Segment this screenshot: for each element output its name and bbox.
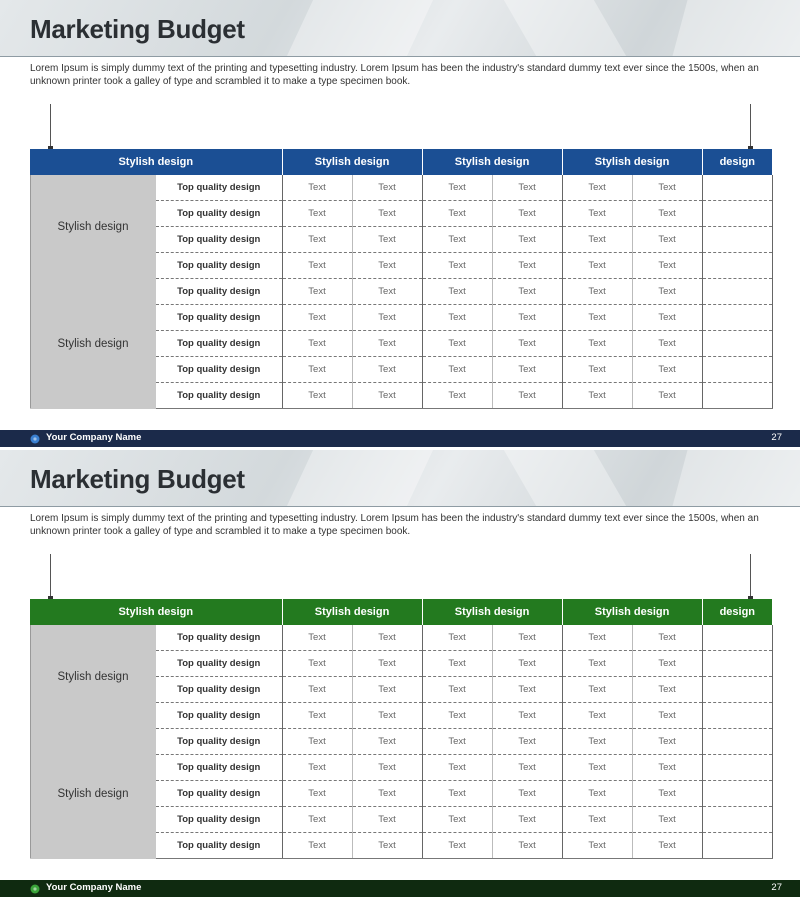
- table-header-cell: Stylish design: [562, 599, 702, 625]
- table-cell: Text: [352, 279, 422, 305]
- table-cell-empty: [702, 331, 772, 357]
- header-divider: [0, 506, 800, 507]
- table-cell-empty: [702, 625, 772, 651]
- table-cell-empty: [702, 383, 772, 409]
- table-cell: Text: [282, 279, 352, 305]
- table-cell: Text: [492, 279, 562, 305]
- table-cell: Text: [492, 755, 562, 781]
- table-header-cell: Stylish design: [30, 599, 282, 625]
- table-cell: Text: [422, 807, 492, 833]
- table-cell-empty: [702, 227, 772, 253]
- table-cell: Text: [352, 253, 422, 279]
- group-label: Stylish design: [30, 279, 156, 409]
- table-cell: Text: [422, 305, 492, 331]
- table-cell: Text: [282, 807, 352, 833]
- table-cell: Text: [562, 781, 632, 807]
- footer-bar: [0, 880, 800, 897]
- table-cell: Text: [562, 383, 632, 409]
- table-cell: Text: [632, 651, 702, 677]
- row-label: Top quality design: [156, 357, 282, 383]
- row-label: Top quality design: [156, 703, 282, 729]
- table-cell: Text: [562, 331, 632, 357]
- table-cell: Text: [352, 201, 422, 227]
- table-cell: Text: [352, 755, 422, 781]
- table-cell: Text: [562, 253, 632, 279]
- table-cell: Text: [562, 279, 632, 305]
- table-cell: Text: [422, 331, 492, 357]
- description-text: Lorem Ipsum is simply dummy text of the printing and typesetting industry. Lorem Ipsum has been the industry's standard dummy text ever since the 1500s, when an unknown printer took a galley of type and scrambled it to make a type specimen book.: [30, 513, 759, 537]
- table-cell: Text: [422, 755, 492, 781]
- table-header-cell: Stylish design: [282, 149, 422, 175]
- table-cell: Text: [422, 201, 492, 227]
- table-cell: Text: [282, 305, 352, 331]
- table-cell: Text: [282, 201, 352, 227]
- group-label: Stylish design: [30, 175, 156, 279]
- header-divider: [0, 56, 800, 57]
- table-cell: Text: [562, 755, 632, 781]
- row-label: Top quality design: [156, 729, 282, 755]
- table-cell: Text: [422, 703, 492, 729]
- table-cell: Text: [562, 677, 632, 703]
- table-cell: Text: [282, 651, 352, 677]
- table-cell: Text: [562, 833, 632, 859]
- table-cell: Text: [562, 175, 632, 201]
- company-logo-icon: [30, 884, 40, 894]
- table-cell: Text: [492, 651, 562, 677]
- table-cell: Text: [352, 807, 422, 833]
- table-cell: Text: [352, 729, 422, 755]
- table-header-cell: Stylish design: [422, 149, 562, 175]
- table-cell: Text: [492, 703, 562, 729]
- table-header-cell: design: [702, 599, 772, 625]
- table-cell: Text: [632, 357, 702, 383]
- table-cell: Text: [632, 781, 702, 807]
- table-cell: Text: [492, 253, 562, 279]
- table-cell: Text: [492, 305, 562, 331]
- table-header-cell: Stylish design: [30, 149, 282, 175]
- table-cell-empty: [702, 703, 772, 729]
- company-name: Your Company Name: [46, 882, 142, 893]
- table-cell: Text: [492, 807, 562, 833]
- pin-left-decoration: [50, 554, 51, 598]
- page-title: Marketing Budget: [30, 14, 245, 44]
- table-cell: Text: [422, 729, 492, 755]
- table-row: [30, 175, 772, 201]
- table-header-cell: Stylish design: [282, 599, 422, 625]
- table-cell: Text: [632, 755, 702, 781]
- table-cell-empty: [702, 279, 772, 305]
- table-cell: Text: [492, 781, 562, 807]
- table-cell-empty: [702, 781, 772, 807]
- table-cell: Text: [632, 677, 702, 703]
- description-text: Lorem Ipsum is simply dummy text of the printing and typesetting industry. Lorem Ipsum has been the industry's standard dummy text ever since the 1500s, when an unknown printer took a galley of type and scrambled it to make a type specimen book.: [30, 63, 759, 87]
- table-cell: Text: [282, 703, 352, 729]
- table-cell: Text: [632, 833, 702, 859]
- row-label: Top quality design: [156, 651, 282, 677]
- row-label: Top quality design: [156, 201, 282, 227]
- table-cell: Text: [282, 357, 352, 383]
- table-header-cell: Stylish design: [562, 149, 702, 175]
- table-cell: Text: [282, 227, 352, 253]
- table-cell-empty: [702, 755, 772, 781]
- table-header-row: [30, 599, 772, 625]
- table-cell: Text: [632, 175, 702, 201]
- table-cell: Text: [352, 833, 422, 859]
- table-cell: Text: [352, 383, 422, 409]
- table-cell-empty: [702, 305, 772, 331]
- table-cell-empty: [702, 175, 772, 201]
- row-label: Top quality design: [156, 833, 282, 859]
- table-cell-empty: [702, 357, 772, 383]
- budget-table: [30, 599, 773, 859]
- row-label: Top quality design: [156, 625, 282, 651]
- table-cell: Text: [562, 703, 632, 729]
- table-cell: Text: [282, 833, 352, 859]
- table-cell: Text: [422, 781, 492, 807]
- table-header-row: [30, 149, 772, 175]
- table-cell: Text: [422, 625, 492, 651]
- table-cell-empty: [702, 201, 772, 227]
- row-label: Top quality design: [156, 253, 282, 279]
- table-cell: Text: [352, 651, 422, 677]
- table-cell: Text: [422, 357, 492, 383]
- page-number: 27: [771, 882, 782, 893]
- table-cell: Text: [562, 227, 632, 253]
- pin-left-decoration: [50, 104, 51, 148]
- row-label: Top quality design: [156, 331, 282, 357]
- table-cell: Text: [352, 227, 422, 253]
- table-cell: Text: [282, 729, 352, 755]
- company-name: Your Company Name: [46, 432, 142, 443]
- table-cell: Text: [422, 383, 492, 409]
- table-cell: Text: [632, 227, 702, 253]
- table-cell: Text: [562, 729, 632, 755]
- table-cell: Text: [492, 227, 562, 253]
- table-cell: Text: [632, 279, 702, 305]
- table-cell-empty: [702, 729, 772, 755]
- slide-2: [0, 450, 800, 900]
- table-cell: Text: [632, 305, 702, 331]
- table-cell: Text: [422, 253, 492, 279]
- table-cell: Text: [492, 677, 562, 703]
- table-cell: Text: [422, 651, 492, 677]
- table-cell: Text: [282, 175, 352, 201]
- table-cell: Text: [492, 729, 562, 755]
- table-cell: Text: [632, 253, 702, 279]
- row-label: Top quality design: [156, 677, 282, 703]
- row-label: Top quality design: [156, 279, 282, 305]
- table-cell: Text: [352, 625, 422, 651]
- table-cell: Text: [632, 201, 702, 227]
- row-label: Top quality design: [156, 807, 282, 833]
- table-cell: Text: [282, 677, 352, 703]
- table-header-cell: Stylish design: [422, 599, 562, 625]
- table-cell: Text: [422, 279, 492, 305]
- table-row: [30, 625, 772, 651]
- table-cell: Text: [562, 357, 632, 383]
- table-cell: Text: [422, 833, 492, 859]
- row-label: Top quality design: [156, 227, 282, 253]
- table-row: [30, 729, 772, 755]
- row-label: Top quality design: [156, 781, 282, 807]
- table-cell: Text: [282, 781, 352, 807]
- table-cell-empty: [702, 677, 772, 703]
- table-cell: Text: [492, 331, 562, 357]
- table-cell: Text: [632, 383, 702, 409]
- page-title: Marketing Budget: [30, 464, 245, 494]
- table-header-cell: design: [702, 149, 772, 175]
- table-cell: Text: [562, 625, 632, 651]
- page-number: 27: [771, 432, 782, 443]
- table-cell: Text: [562, 201, 632, 227]
- pin-right-decoration: [750, 104, 751, 148]
- table-cell: Text: [352, 677, 422, 703]
- table-cell: Text: [492, 383, 562, 409]
- table-cell: Text: [282, 625, 352, 651]
- table-cell: Text: [492, 833, 562, 859]
- table-cell: Text: [352, 175, 422, 201]
- table-cell-empty: [702, 253, 772, 279]
- row-label: Top quality design: [156, 305, 282, 331]
- table-cell: Text: [282, 331, 352, 357]
- company-logo-icon: [30, 434, 40, 444]
- table-cell: Text: [492, 201, 562, 227]
- group-label: Stylish design: [30, 729, 156, 859]
- table-cell: Text: [492, 625, 562, 651]
- table-cell: Text: [562, 651, 632, 677]
- table-cell: Text: [632, 729, 702, 755]
- table-cell: Text: [632, 625, 702, 651]
- table-cell: Text: [422, 677, 492, 703]
- budget-table: [30, 149, 773, 409]
- table-cell-empty: [702, 807, 772, 833]
- table-cell: Text: [352, 781, 422, 807]
- table-cell: Text: [282, 755, 352, 781]
- table-cell: Text: [282, 383, 352, 409]
- row-label: Top quality design: [156, 755, 282, 781]
- table-cell: Text: [352, 703, 422, 729]
- group-label: Stylish design: [30, 625, 156, 729]
- pin-right-decoration: [750, 554, 751, 598]
- table-cell: Text: [632, 331, 702, 357]
- table-cell: Text: [562, 305, 632, 331]
- table-cell: Text: [352, 331, 422, 357]
- footer-bar: [0, 430, 800, 447]
- table-cell: Text: [562, 807, 632, 833]
- table-cell-empty: [702, 833, 772, 859]
- row-label: Top quality design: [156, 383, 282, 409]
- table-row: [30, 279, 772, 305]
- table-cell: Text: [422, 175, 492, 201]
- table-cell: Text: [352, 357, 422, 383]
- table-cell: Text: [352, 305, 422, 331]
- table-cell: Text: [422, 227, 492, 253]
- table-cell: Text: [632, 703, 702, 729]
- table-cell: Text: [492, 175, 562, 201]
- table-cell: Text: [632, 807, 702, 833]
- row-label: Top quality design: [156, 175, 282, 201]
- table-cell: Text: [282, 253, 352, 279]
- table-cell: Text: [492, 357, 562, 383]
- table-cell-empty: [702, 651, 772, 677]
